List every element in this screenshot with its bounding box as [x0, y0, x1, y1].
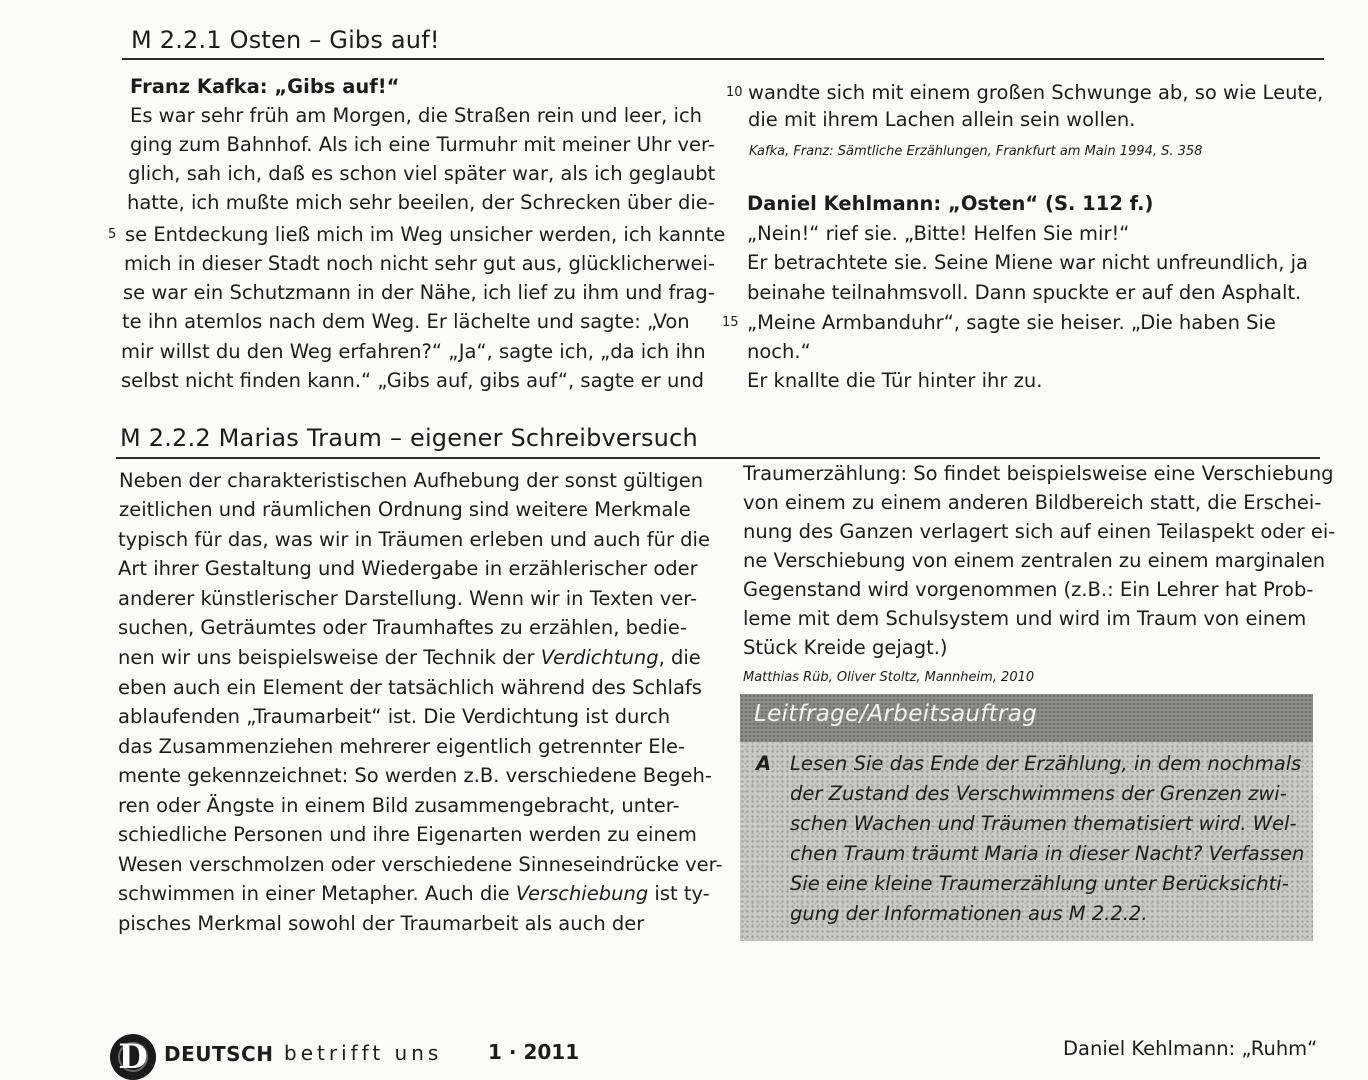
emphasis-verdichtung: Verdichtung	[540, 646, 659, 669]
text-line: hatte, ich mußte mich sehr beeilen, der Schrecken über die-	[127, 191, 715, 214]
text-line: ging zum Bahnhof. Als ich eine Turmuhr mit meiner Uhr ver-	[130, 133, 715, 156]
section-title-m221: M 2.2.1 Osten – Gibs auf!	[131, 26, 440, 54]
text-line: ne Verschiebung von einem zentralen zu einem marginalen	[743, 549, 1326, 572]
text-line: Es war sehr früh am Morgen, die Straßen rein und leer, ich	[130, 104, 703, 127]
text-line: Er knallte die Tür hinter ihr zu.	[747, 369, 1043, 392]
kehlmann-heading: Daniel Kehlmann: „Osten“ (S. 112 f.)	[747, 192, 1154, 215]
text-line: suchen, Geträumtes oder Traumhaftes zu erzählen, bedie-	[118, 616, 687, 639]
text-line: ren oder Ängste in einem Bild zusammengebracht, unter-	[118, 794, 680, 817]
text-line: mente gekennzeichnet: So werden z.B. verschiedene Begeh-	[118, 764, 712, 787]
text-line: te ihn atemlos nach dem Weg. Er lächelte und sagte: „Von	[122, 310, 690, 333]
task-line: Sie eine kleine Traumerzählung unter Berücksichti-	[790, 872, 1289, 895]
text-line: schiedliche Personen und ihre Eigenarten werden zu einem	[118, 823, 697, 846]
text-span: schwimmen in einer Metapher. Auch die	[118, 882, 516, 905]
text-line: Er betrachtete sie. Seine Miene war nicht unfreundlich, ja	[747, 251, 1308, 274]
text-span: nen wir uns beispielsweise der Technik der	[118, 646, 541, 669]
section-rule	[122, 58, 1324, 60]
deutsch-logo: D	[110, 1034, 156, 1080]
emphasis-verschiebung: Verschiebung	[515, 882, 649, 905]
text-span: ist ty-	[648, 882, 710, 905]
line-number-10: 10	[726, 85, 743, 100]
text-line: Traumerzählung: So findet beispielsweise eine Verschiebung	[743, 462, 1334, 485]
footer-issue: 1 · 2011	[488, 1040, 580, 1064]
text-line: noch.“	[747, 340, 811, 363]
text-line: die mit ihrem Lachen allein sein wollen.	[748, 108, 1136, 131]
text-span: , die	[658, 646, 701, 669]
text-line: „Meine Armbanduhr“, sagte sie heiser. „Die haben Sie	[747, 311, 1276, 334]
section-title-m222: M 2.2.2 Marias Traum – eigener Schreibversuch	[120, 424, 698, 452]
text-line: leme mit dem Schulsystem und wird im Traum von einem	[743, 607, 1307, 630]
text-line: Art ihrer Gestaltung und Wiedergabe in erzählerischer oder	[118, 557, 698, 580]
text-line: typisch für das, was wir in Träumen erleben und auch für die	[118, 528, 710, 551]
text-line: beinahe teilnahmsvoll. Dann spuckte er auf den Asphalt.	[747, 281, 1302, 304]
task-line: chen Traum träumt Maria in dieser Nacht? Verfassen	[790, 842, 1305, 865]
task-heading: Leitfrage/Arbeitsauftrag	[754, 701, 1037, 727]
text-line	[118, 643, 701, 672]
text-line: mir willst du den Weg erfahren?“ „Ja“, sagte ich, „da ich ihn	[121, 340, 706, 363]
text-line: Wesen verschmolzen oder verschiedene Sinneseindrücke ver-	[118, 853, 723, 876]
line-number-15: 15	[722, 315, 739, 330]
line-number-5: 5	[108, 227, 117, 242]
task-line: der Zustand des Verschwimmens der Grenzen zwi-	[790, 782, 1287, 805]
task-line: schen Wachen und Träumen thematisiert wird. Wel-	[790, 812, 1297, 835]
text-line: Stück Kreide gejagt.)	[743, 636, 948, 659]
text-line: mich in dieser Stadt noch nicht sehr gut aus, glücklicherwei-	[124, 252, 715, 275]
text-line: glich, sah ich, daß es schon viel später war, als ich geglaubt	[128, 162, 716, 185]
text-line: ablaufenden „Traumarbeit“ ist. Die Verdichtung ist durch	[118, 705, 671, 728]
text-line: pisches Merkmal sowohl der Traumarbeit als auch der	[118, 912, 645, 935]
footer-brand: DEUTSCH	[164, 1042, 274, 1066]
text-line: Gegenstand wird vorgenommen (z.B.: Ein Lehrer hat Prob-	[743, 578, 1314, 601]
text-line: eben auch ein Element der tatsächlich während des Schlafs	[118, 676, 702, 699]
text-line: „Nein!“ rief sie. „Bitte! Helfen Sie mir!“	[747, 222, 1130, 245]
dream-source: Matthias Rüb, Oliver Stoltz, Mannheim, 2010	[743, 670, 1035, 685]
kafka-heading: Franz Kafka: „Gibs auf!“	[130, 75, 400, 98]
task-marker: A	[756, 752, 772, 775]
text-line: selbst nicht finden kann.“ „Gibs auf, gibs auf“, sagte er und	[121, 369, 705, 392]
text-line	[118, 879, 710, 908]
text-line: von einem zu einem anderen Bildbereich statt, die Erschei-	[743, 491, 1322, 514]
text-line: wandte sich mit einem großen Schwunge ab, so wie Leute,	[748, 81, 1324, 104]
task-line: Lesen Sie das Ende der Erzählung, in dem nochmals	[790, 752, 1302, 775]
footer-magazine: betrifft uns	[284, 1041, 443, 1065]
task-box-header	[740, 694, 1313, 742]
text-line: se war ein Schutzmann in der Nähe, ich lief zu ihm und frag-	[123, 281, 715, 304]
text-line: Neben der charakteristischen Aufhebung der sonst gültigen	[119, 469, 704, 492]
text-line: zeitlichen und räumlichen Ordnung sind weitere Merkmale	[119, 498, 691, 521]
text-line: se Entdeckung ließ mich im Weg unsicher werden, ich kannte	[125, 223, 726, 246]
task-box	[740, 694, 1313, 941]
task-line: gung der Informationen aus M 2.2.2.	[790, 902, 1148, 925]
kafka-source: Kafka, Franz: Sämtliche Erzählungen, Frankfurt am Main 1994, S. 358	[749, 144, 1203, 159]
text-line: nung des Ganzen verlagert sich auf einen Teilaspekt oder ei-	[743, 520, 1336, 543]
text-line: das Zusammenziehen mehrerer eigentlich getrennter Ele-	[118, 735, 686, 758]
text-line: anderer künstlerischer Darstellung. Wenn wir in Texten ver-	[118, 587, 698, 610]
footer-book-title: Daniel Kehlmann: „Ruhm“	[1063, 1037, 1318, 1060]
